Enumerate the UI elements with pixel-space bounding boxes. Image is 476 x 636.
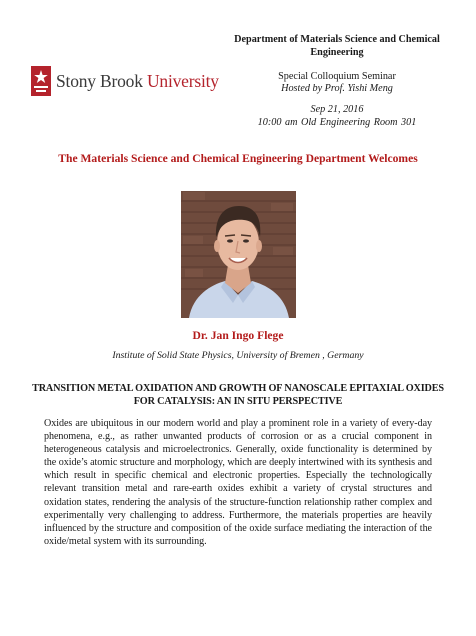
speaker-portrait-image: [181, 191, 296, 318]
university-name-dark: Stony Brook: [56, 70, 147, 91]
speaker-name: Dr. Jan Ingo Flege: [192, 329, 284, 342]
talk-abstract: Oxides are ubiquitous in our modern world and play a prominent role in a variety of every-day phenomena, e.g., as rather unwanted products of corrosion or as a crucial component in heterogeneous catalysis and microelectronics. Generally, oxide functionality is determined by the oxide’s atomic structure and morphology, which are deeply intertwined with its synthesis and which result in specific chemical and electronic properties. Especially the technologically relevant transition metal and rare-earth oxides exhibit a variety of crystal structures and oxidation states, rendering the analysis of the structure-function relationship rather complex and experimentally very challenging to address. Furthermore, the materials properties are heavily influenced by the structure and composition of the oxide surface mediating the interaction of the oxide/metal system with its surrounding.: [44, 418, 432, 547]
seminar-venue: 10:00 am Old Engineering Room 301: [257, 117, 417, 128]
university-logo: [31, 66, 219, 96]
talk-title: TRANSITION METAL OXIDATION AND GROWTH OF NANOSCALE EPITAXIAL OXIDES FOR CATALYSIS: AN IN SITU PERSPECTIVE: [32, 383, 444, 407]
department-name: Department of Materials Science and Chemical Engineering: [234, 34, 440, 58]
speaker-affiliation: Institute of Solid State Physics, University of Bremen , Germany: [112, 350, 364, 361]
seminar-host: Hosted by Prof. Yishi Meng: [281, 83, 393, 94]
welcome-heading: The Materials Science and Chemical Engineering Department Welcomes: [58, 152, 418, 165]
university-name: [56, 71, 219, 92]
university-emblem-icon: [31, 66, 51, 96]
university-name-red: University: [146, 70, 219, 91]
seminar-date: Sep 21, 2016: [310, 104, 364, 115]
speaker-photo: [181, 191, 296, 318]
seminar-type: Special Colloquium Seminar: [278, 71, 396, 82]
